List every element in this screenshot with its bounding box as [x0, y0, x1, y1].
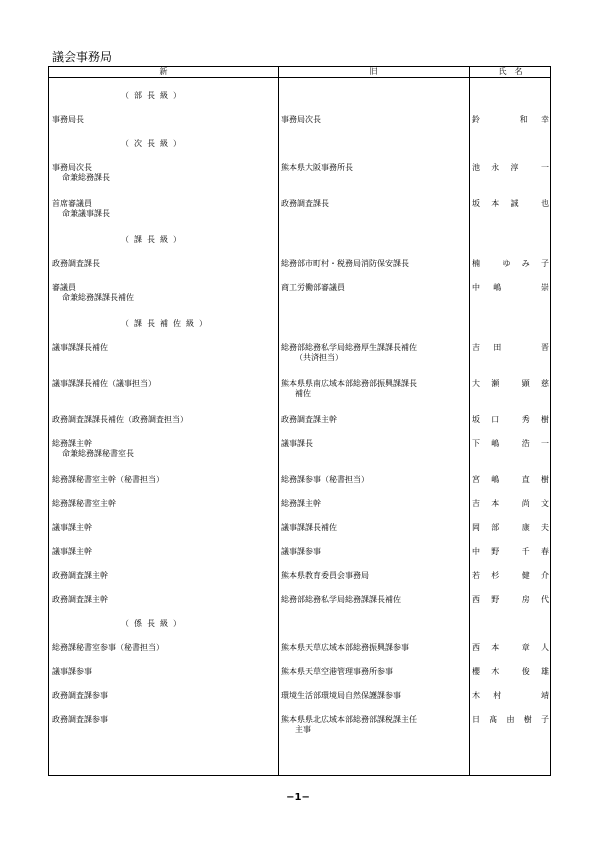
person-name: 宮 嶋 直 樹 — [472, 475, 549, 484]
old-position: 議事課長 — [281, 439, 313, 448]
new-position: 議事課主幹 — [52, 547, 92, 556]
new-position-sub: 命兼総務課長 — [62, 173, 110, 182]
person-name: 吉 田 晋 — [472, 343, 549, 352]
new-position: 政務調査課主幹 — [52, 571, 108, 580]
page-number: −1− — [286, 792, 310, 803]
person-name: 岡 部 康 夫 — [472, 523, 549, 532]
column-divider — [278, 67, 279, 775]
person-name: 吉 本 尚 文 — [472, 499, 549, 508]
old-position: 政務調査課主幹 — [281, 415, 337, 424]
header-old: 旧 — [369, 67, 378, 76]
old-position: 熊本県天草空港管理事務所参事 — [281, 667, 393, 676]
new-position: 議事課課長補佐（議事担当） — [52, 379, 156, 388]
person-name: 西 野 房 代 — [472, 595, 549, 604]
old-position: 総務課参事（秘書担当） — [281, 475, 369, 484]
old-position: 事務局次長 — [281, 115, 321, 124]
new-position: 政務調査課課長補佐（政務調査担当） — [52, 415, 188, 424]
person-name: 下 嶋 浩 一 — [472, 439, 549, 448]
section-heading: （次長級） — [121, 139, 186, 148]
old-position: 総務部市町村・税務局消防保安課長 — [281, 259, 409, 268]
new-position: 議事課課長補佐 — [52, 343, 108, 352]
old-position: 政務調査課長 — [281, 199, 329, 208]
old-position: 熊本県県南広域本部総務部振興課課長 — [281, 379, 417, 388]
new-position: 総務課秘書室主幹（秘書担当） — [52, 475, 164, 484]
new-position: 政務調査課参事 — [52, 715, 108, 724]
new-position: 首席審議員 — [52, 199, 92, 208]
person-name: 鈴 和 幸 — [472, 115, 549, 124]
new-position-sub: 命兼総務課課長補佐 — [62, 293, 134, 302]
new-position-sub: 命兼総務課秘書室長 — [62, 449, 134, 458]
old-position-sub: 主事 — [295, 725, 311, 734]
old-position: 総務課主幹 — [281, 499, 321, 508]
old-position-sub: （共済担当） — [295, 353, 343, 362]
person-name: 西 本 章 人 — [472, 643, 549, 652]
new-position-sub: 命兼議事課長 — [62, 209, 110, 218]
header-divider — [49, 77, 550, 78]
new-position: 総務課秘書室参事（秘書担当） — [52, 643, 164, 652]
old-position: 熊本県県北広域本部総務部課税課主任 — [281, 715, 417, 724]
old-position: 熊本県教育委員会事務局 — [281, 571, 369, 580]
personnel-table — [48, 66, 551, 776]
person-name: 中 嶋 崇 — [472, 283, 549, 292]
page-title: 議会事務局 — [52, 50, 113, 64]
old-position: 総務部総務私学局総務厚生課課長補佐 — [281, 343, 417, 352]
new-position: 政務調査課長 — [52, 259, 100, 268]
new-position: 事務局長 — [52, 115, 84, 124]
old-position: 環境生活部環境局自然保護課参事 — [281, 691, 401, 700]
section-heading: （係長級） — [121, 619, 186, 628]
person-name: 日 髙 由 樹 子 — [472, 715, 549, 724]
header-name: 氏 名 — [498, 67, 523, 76]
person-name: 木 村 靖 — [472, 691, 549, 700]
new-position: 政務調査課主幹 — [52, 595, 108, 604]
person-name: 中 野 千 春 — [472, 547, 549, 556]
section-heading: （課長級） — [121, 235, 186, 244]
section-heading: （部長級） — [121, 91, 186, 100]
old-position: 熊本県大阪事務所長 — [281, 163, 353, 172]
new-position: 審議員 — [52, 283, 76, 292]
old-position: 熊本県天草広域本部総務振興課参事 — [281, 643, 409, 652]
new-position: 議事課主幹 — [52, 523, 92, 532]
new-position: 政務調査課参事 — [52, 691, 108, 700]
person-name: 櫻 木 俊 雄 — [472, 667, 549, 676]
old-position: 議事課課長補佐 — [281, 523, 337, 532]
person-name: 楠 ゆ み 子 — [472, 259, 549, 268]
old-position-sub: 補佐 — [295, 389, 311, 398]
new-position: 議事課参事 — [52, 667, 92, 676]
person-name: 坂 本 誠 也 — [472, 199, 549, 208]
person-name: 若 杉 健 介 — [472, 571, 549, 580]
person-name: 池 永 淳 一 — [472, 163, 549, 172]
header-new: 新 — [159, 67, 168, 76]
old-position: 議事課参事 — [281, 547, 321, 556]
old-position: 総務部総務私学局総務課課長補佐 — [281, 595, 401, 604]
column-divider — [469, 67, 470, 775]
new-position: 総務課秘書室主幹 — [52, 499, 116, 508]
person-name: 大 瀬 顕 慈 — [472, 379, 549, 388]
section-heading: （課長補佐級） — [121, 319, 212, 328]
person-name: 坂 口 秀 樹 — [472, 415, 549, 424]
new-position: 総務課主幹 — [52, 439, 92, 448]
new-position: 事務局次長 — [52, 163, 92, 172]
old-position: 商工労働部審議員 — [281, 283, 345, 292]
